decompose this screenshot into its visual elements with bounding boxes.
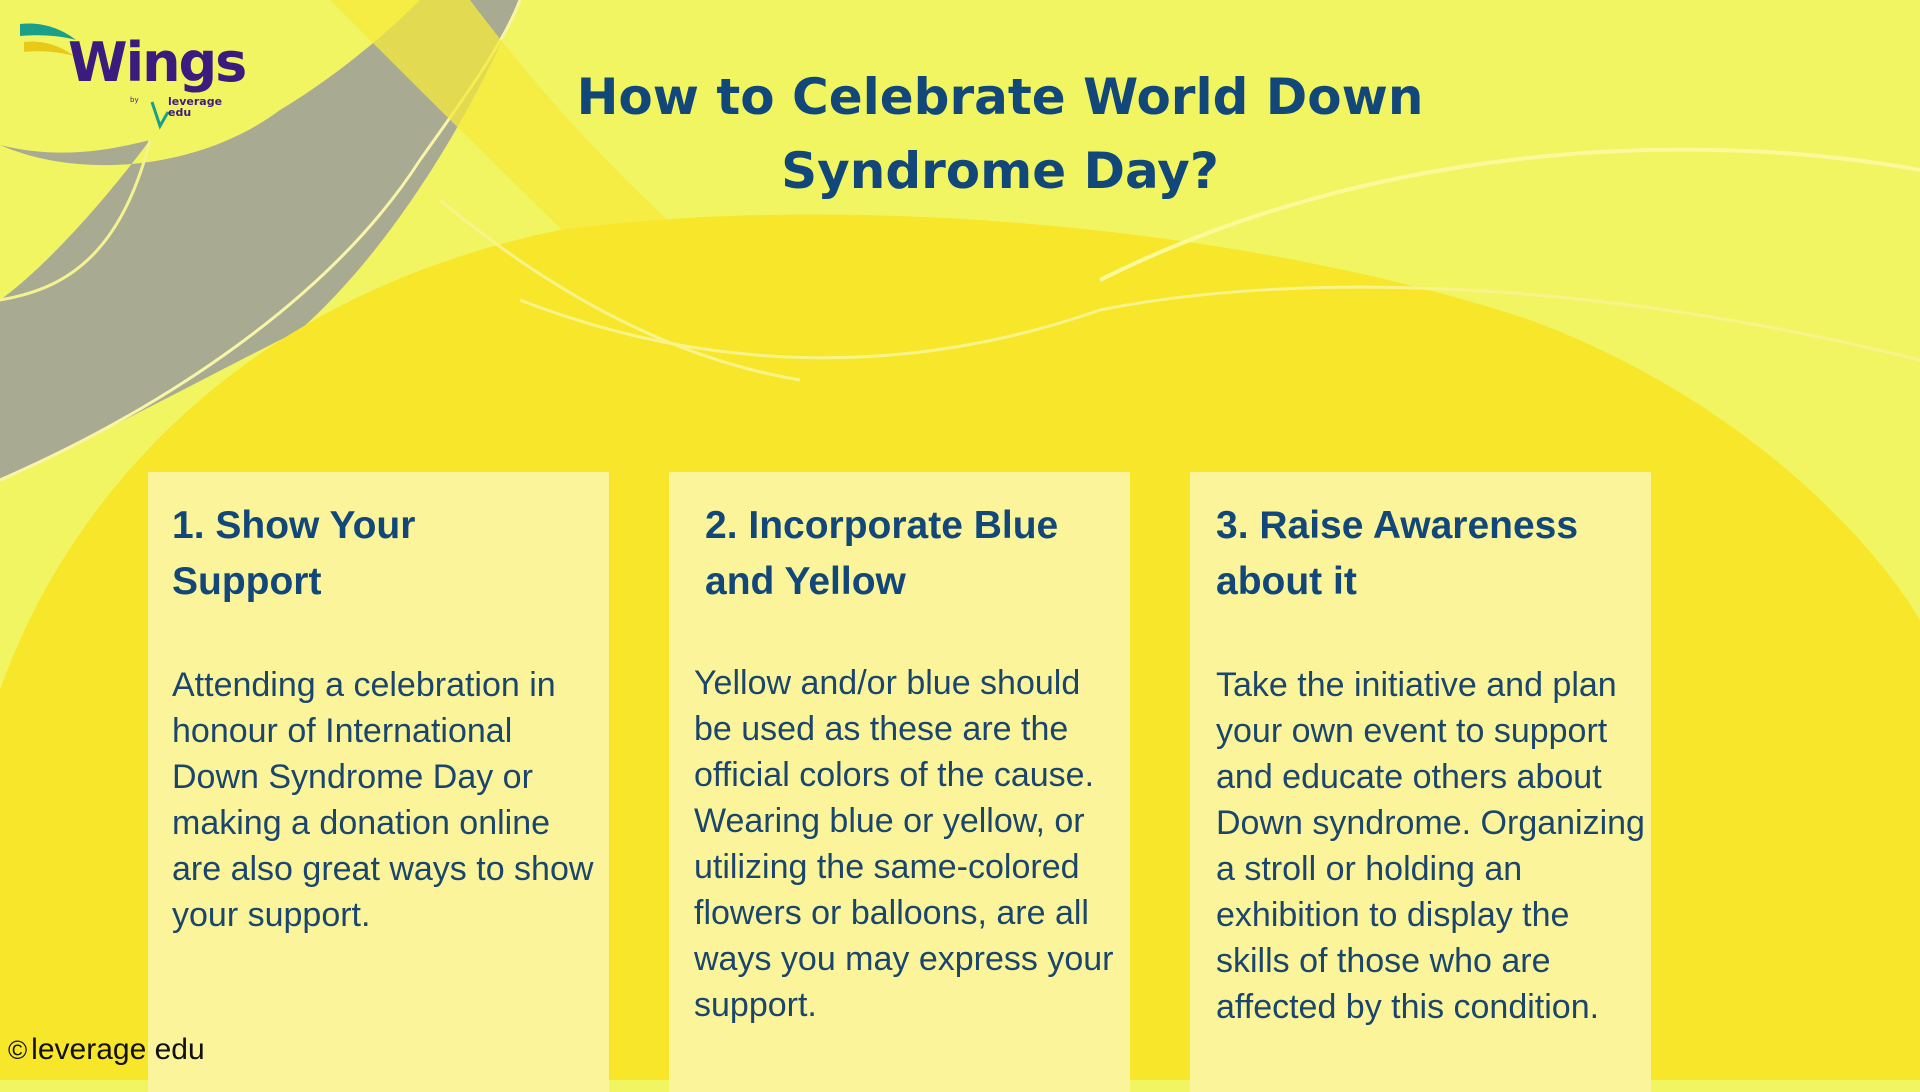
- leverage-check-icon: [150, 100, 170, 130]
- card-heading: [1216, 498, 1636, 610]
- card-body: Attending a celebration in honour of International Down Syndrome Day or making a donation online are also great ways to show your support.: [172, 666, 594, 934]
- card-heading-line2: about it: [1216, 560, 1357, 603]
- page-title: [520, 60, 1480, 208]
- card-heading-line1: 3. Raise Awareness: [1216, 504, 1579, 547]
- footer-brand-text: leverage edu: [31, 1033, 205, 1066]
- logo-subtitle: [168, 96, 238, 118]
- logo-by-text: by: [130, 96, 139, 104]
- card-body: Take the initiative and plan your own event to support and educate others about Down syndrome. Organizing a stroll or holding an exhibition to display the skills of those who are affected by this condition.: [1216, 666, 1645, 1026]
- footer-credit: [8, 1032, 205, 1068]
- card-heading-line1: 2. Incorporate Blue: [705, 504, 1059, 547]
- logo-wordmark: Wings: [68, 31, 246, 94]
- card-heading-line1: 1. Show Your: [172, 504, 416, 547]
- title-line1: How to Celebrate World Down: [576, 68, 1424, 126]
- copyright-icon: ©: [8, 1034, 28, 1065]
- card-heading-line2: and Yellow: [705, 560, 906, 603]
- card-body: Yellow and/or blue should be used as these are the official colors of the cause. Wearing blue or yellow, or utilizing the same-colored flowers or balloons, are all ways you may express your support.: [694, 664, 1114, 1024]
- tip-card-blue-yellow: [669, 472, 1130, 1092]
- title-line2: Syndrome Day?: [781, 142, 1219, 200]
- logo-subtitle-line1: leverage: [168, 95, 223, 108]
- card-heading-line2: Support: [172, 560, 322, 603]
- tip-card-raise-awareness: [1190, 472, 1651, 1092]
- card-heading: [705, 498, 1125, 610]
- tip-card-show-support: [148, 472, 609, 1092]
- wings-logo: [18, 18, 246, 138]
- card-heading: [172, 498, 592, 610]
- logo-subtitle-line2: edu: [168, 106, 192, 119]
